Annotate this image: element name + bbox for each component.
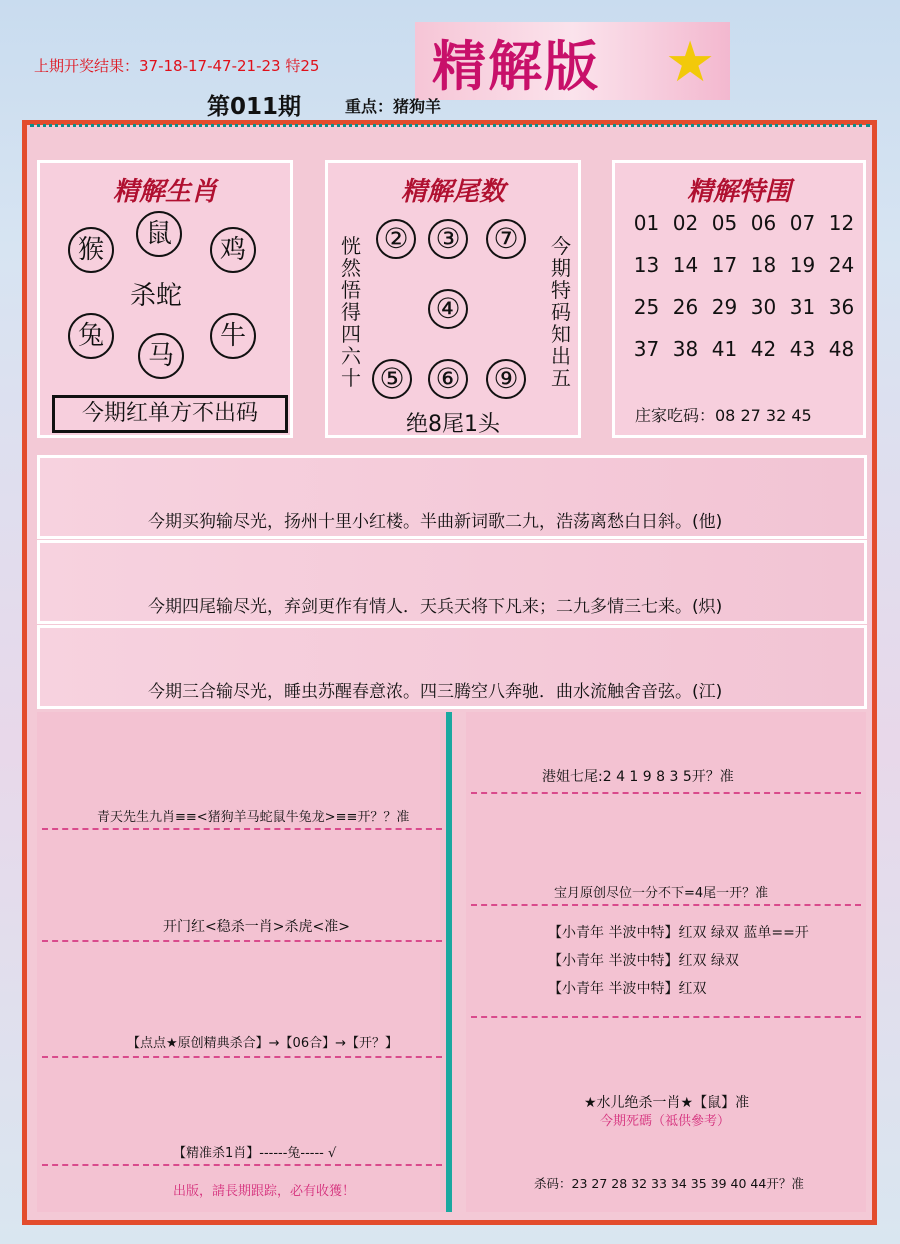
special-number: 24: [828, 253, 855, 277]
special-number: 02: [672, 211, 699, 235]
special-number: 37: [633, 337, 660, 361]
special-number: 13: [633, 253, 660, 277]
zodiac-circle: 兔: [68, 313, 114, 359]
tail-title: 精解尾数: [400, 177, 505, 207]
kill-zodiac: 杀蛇: [130, 281, 183, 311]
special-number: 25: [633, 295, 660, 319]
right-line: 【小青年 半波中特】红双 绿双: [548, 953, 739, 969]
zodiac-circle: 鼠: [136, 211, 182, 257]
right-column: [466, 712, 866, 1212]
poem-text: 今期三合输尽光，睡虫苏醒春意浓。四三腾空八奔驰．曲水流触舍音弦。(江): [148, 682, 723, 702]
special-number: 07: [789, 211, 816, 235]
focus-text: 重点：猪狗羊: [345, 97, 442, 116]
special-number: 12: [828, 211, 855, 235]
poem-row: [37, 540, 867, 624]
special-number: 43: [789, 337, 816, 361]
special-number: 17: [711, 253, 738, 277]
special-number: 18: [750, 253, 777, 277]
divider: [471, 904, 861, 906]
right-line: 今期死碼（祗供參考）: [600, 1114, 731, 1129]
poem-text: 今期买狗输尽光，扬州十里小红楼。半曲新词歌二九，浩荡离愁白日斜。(他): [148, 512, 723, 532]
tail-number: ③: [428, 219, 468, 259]
tail-number: ⑦: [486, 219, 526, 259]
special-number: 36: [828, 295, 855, 319]
poem-text: 今期四尾输尽光，弃剑更作有情人．天兵天将下凡来；二九多情三七来。(炽): [148, 597, 723, 617]
tail-number: ⑤: [372, 359, 412, 399]
right-line: 杀码：23 27 28 32 33 34 35 39 40 44开？准: [534, 1176, 804, 1191]
last-result: 上期开奖结果：37-18-17-47-21-23 特25: [34, 57, 320, 75]
special-box: [612, 160, 866, 438]
zodiac-circle: 猴: [68, 227, 114, 273]
divider: [471, 792, 861, 794]
wave-border: [30, 124, 870, 136]
star-icon: ★: [665, 30, 716, 95]
zodiac-circle: 马: [138, 333, 184, 379]
right-line: 【小青年 半波中特】红双: [548, 981, 707, 997]
divider: [42, 828, 442, 830]
divider: [42, 1056, 442, 1058]
special-number: 48: [828, 337, 855, 361]
special-number: 31: [789, 295, 816, 319]
divider: [42, 940, 442, 942]
tail-box: [325, 160, 581, 438]
special-number-grid: [627, 211, 861, 361]
right-line: ★水儿绝杀一肖★【鼠】准: [584, 1095, 750, 1111]
zodiac-circle: 鸡: [210, 227, 256, 273]
zodiac-note: 今期红单方不出码: [52, 395, 288, 433]
left-line: 【点点★原创精典杀合】→【06合】→【开？】: [127, 1036, 398, 1051]
tail-number: ⑨: [486, 359, 526, 399]
tail-number: ④: [428, 289, 468, 329]
divider: [42, 1164, 442, 1166]
right-line: 港姐七尾:2 4 1 9 8 3 5开？准: [542, 769, 734, 785]
right-line: 【小青年 半波中特】红双 绿双 蓝单==开: [548, 925, 809, 941]
special-number: 42: [750, 337, 777, 361]
special-number: 01: [633, 211, 660, 235]
special-number: 41: [711, 337, 738, 361]
banner-title: 精解版: [432, 34, 600, 98]
left-line: 青天先生九肖≡≡<猪狗羊马蛇鼠牛兔龙>≡≡开？？准: [97, 810, 410, 825]
special-number: 38: [672, 337, 699, 361]
special-number: 29: [711, 295, 738, 319]
right-line: 宝月原创尽位一分不下=4尾一开？准: [554, 886, 769, 901]
special-title: 精解特围: [686, 177, 791, 207]
left-line: 【精准杀1肖】------兔----- √: [173, 1146, 337, 1161]
left-line: 开门红<稳杀一肖>杀虎<准>: [163, 919, 350, 935]
special-number: 19: [789, 253, 816, 277]
poem-row: [37, 625, 867, 709]
tail-number: ②: [376, 219, 416, 259]
issue-number: 第011期: [207, 94, 302, 120]
tail-footer: 绝8尾1头: [406, 412, 500, 437]
banker-codes: 庄家吃码：08 27 32 45: [635, 406, 812, 425]
zodiac-title: 精解生肖: [112, 177, 217, 207]
tail-right-vertical: 今期特码知出五: [551, 234, 571, 390]
special-number: 06: [750, 211, 777, 235]
zodiac-box: [37, 160, 293, 438]
tail-left-vertical: 恍然悟得四六十: [341, 234, 361, 390]
special-number: 26: [672, 295, 699, 319]
left-column: [37, 712, 452, 1212]
tail-number: ⑥: [428, 359, 468, 399]
special-number: 14: [672, 253, 699, 277]
poem-row: [37, 455, 867, 539]
left-line: 出版，請長期跟踪，必有收獲！: [173, 1184, 356, 1199]
zodiac-circle: 牛: [210, 313, 256, 359]
special-number: 05: [711, 211, 738, 235]
divider: [471, 1016, 861, 1018]
special-number: 30: [750, 295, 777, 319]
